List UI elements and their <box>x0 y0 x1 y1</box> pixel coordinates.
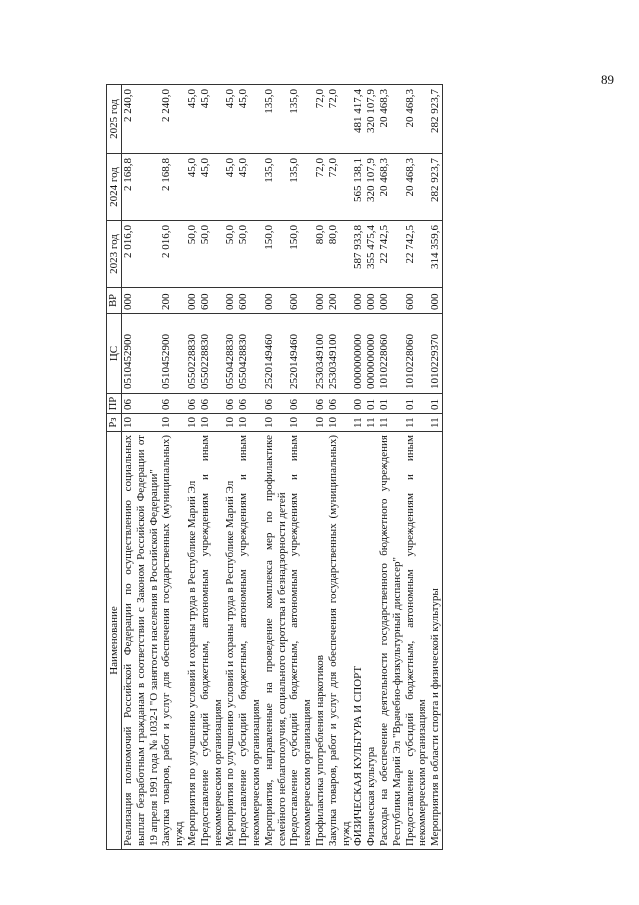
row-name: Реализация полномочий Российской Федерации по осуществлению социальных выплат безработным гражданам в соответствии с Законом Российской Федерации от 19 апреля 1991 года № 1032-I "О занятости населения в Российской Федерации" <box>122 432 161 850</box>
budget-table <box>106 84 443 850</box>
header-2024: 2024 год <box>107 154 122 221</box>
row-2023: 2 016,0 <box>160 221 186 288</box>
row-name: Предоставление субсидий бюджетным, автономным учреждениям и иным некоммерческим организациям <box>288 432 314 850</box>
table-row <box>429 85 442 850</box>
row-2023: 314 359,6 <box>429 221 442 288</box>
table-row <box>186 85 199 850</box>
row-2025: 2 240,0 <box>122 85 161 154</box>
row-2025: 282 923,7 <box>429 85 442 154</box>
row-vr: 000 <box>122 288 161 314</box>
row-2023: 50,0 <box>224 221 237 288</box>
row-rz: 10 <box>263 414 289 432</box>
row-pr: 01 <box>404 394 430 414</box>
table-row <box>378 85 404 850</box>
row-cs: 2520149460 <box>288 314 314 394</box>
row-2023: 22 742,5 <box>378 221 404 288</box>
row-cs: 0510452900 <box>122 314 161 394</box>
row-vr: 000 <box>352 288 365 314</box>
row-2023: 587 933,8 <box>352 221 365 288</box>
row-pr: 01 <box>378 394 404 414</box>
row-rz: 10 <box>224 414 237 432</box>
row-name: Предоставление субсидий бюджетным, автономным учреждениям и иным некоммерческим организациям <box>237 432 263 850</box>
row-cs: 1010228060 <box>404 314 430 394</box>
row-vr: 000 <box>378 288 404 314</box>
table-row <box>199 85 225 850</box>
row-rz: 10 <box>122 414 161 432</box>
row-rz: 10 <box>186 414 199 432</box>
header-2025: 2025 год <box>107 85 122 154</box>
row-2024: 20 468,3 <box>378 154 404 221</box>
row-pr: 06 <box>237 394 263 414</box>
row-vr: 000 <box>263 288 289 314</box>
header-pr: ПР <box>107 394 122 414</box>
row-2024: 45,0 <box>199 154 225 221</box>
row-2023: 50,0 <box>186 221 199 288</box>
row-rz: 11 <box>429 414 442 432</box>
header-vr: ВР <box>107 288 122 314</box>
row-2025: 72,0 <box>314 85 327 154</box>
row-name: Мероприятия в области спорта и физической культуры <box>429 432 442 850</box>
row-pr: 06 <box>327 394 353 414</box>
row-cs: 0550428830 <box>224 314 237 394</box>
row-2025: 45,0 <box>199 85 225 154</box>
row-pr: 06 <box>199 394 225 414</box>
row-2024: 320 107,9 <box>365 154 378 221</box>
row-rz: 10 <box>288 414 314 432</box>
row-cs: 2520149460 <box>263 314 289 394</box>
row-2023: 355 475,4 <box>365 221 378 288</box>
row-cs: 1010228060 <box>378 314 404 394</box>
rotated-budget-table-container <box>106 85 615 850</box>
table-row <box>224 85 237 850</box>
row-2025: 20 468,3 <box>404 85 430 154</box>
row-pr: 00 <box>352 394 365 414</box>
header-2023: 2023 год <box>107 221 122 288</box>
row-name: Физическая культура <box>365 432 378 850</box>
row-2024: 45,0 <box>224 154 237 221</box>
row-name: ФИЗИЧЕСКАЯ КУЛЬТУРА И СПОРТ <box>352 432 365 850</box>
row-2025: 45,0 <box>224 85 237 154</box>
row-2025: 135,0 <box>263 85 289 154</box>
row-name: Закупка товаров, работ и услуг для обеспечения государственных (муниципальных) нужд <box>160 432 186 850</box>
row-vr: 000 <box>429 288 442 314</box>
row-2025: 2 240,0 <box>160 85 186 154</box>
table-row <box>404 85 430 850</box>
row-2024: 135,0 <box>263 154 289 221</box>
row-vr: 000 <box>365 288 378 314</box>
row-rz: 11 <box>352 414 365 432</box>
row-2023: 50,0 <box>199 221 225 288</box>
row-vr: 000 <box>224 288 237 314</box>
row-2025: 135,0 <box>288 85 314 154</box>
row-2025: 320 107,9 <box>365 85 378 154</box>
row-rz: 11 <box>365 414 378 432</box>
row-rz: 10 <box>237 414 263 432</box>
header-rz: Рз <box>107 414 122 432</box>
row-cs: 0550228830 <box>199 314 225 394</box>
row-pr: 06 <box>122 394 161 414</box>
row-2023: 150,0 <box>263 221 289 288</box>
row-name: Мероприятия по улучшению условий и охраны труда в Республике Марий Эл <box>186 432 199 850</box>
page-number: 89 <box>601 72 614 87</box>
table-row <box>263 85 289 850</box>
row-2025: 45,0 <box>237 85 263 154</box>
row-rz: 10 <box>160 414 186 432</box>
row-cs: 1010229370 <box>429 314 442 394</box>
table-row <box>314 85 327 850</box>
table-row <box>160 85 186 850</box>
row-vr: 000 <box>186 288 199 314</box>
table-header-row <box>107 85 122 850</box>
header-cs: ЦС <box>107 314 122 394</box>
row-cs: 2530349100 <box>314 314 327 394</box>
row-vr: 600 <box>237 288 263 314</box>
row-2023: 80,0 <box>314 221 327 288</box>
row-pr: 06 <box>224 394 237 414</box>
row-rz: 11 <box>378 414 404 432</box>
table-row <box>352 85 365 850</box>
row-name: Закупка товаров, работ и услуг для обеспечения государственных (муниципальных) нужд <box>327 432 353 850</box>
row-vr: 600 <box>199 288 225 314</box>
row-2023: 22 742,5 <box>404 221 430 288</box>
row-2025: 72,0 <box>327 85 353 154</box>
row-name: Предоставление субсидий бюджетным, автономным учреждениям и иным некоммерческим организациям <box>199 432 225 850</box>
table-row <box>237 85 263 850</box>
row-cs: 0000000000 <box>352 314 365 394</box>
row-cs: 0550228830 <box>186 314 199 394</box>
row-pr: 06 <box>263 394 289 414</box>
row-2024: 45,0 <box>186 154 199 221</box>
row-vr: 600 <box>288 288 314 314</box>
row-2024: 565 138,1 <box>352 154 365 221</box>
row-name: Мероприятия, направленные на проведение комплекса мер по профилактике семейного неблагополучия, социального сиротства и безнадзорности детей <box>263 432 289 850</box>
row-rz: 10 <box>199 414 225 432</box>
row-2023: 150,0 <box>288 221 314 288</box>
row-pr: 06 <box>160 394 186 414</box>
table-row <box>365 85 378 850</box>
row-2024: 135,0 <box>288 154 314 221</box>
row-pr: 06 <box>186 394 199 414</box>
row-2024: 72,0 <box>327 154 353 221</box>
row-pr: 01 <box>429 394 442 414</box>
row-2024: 20 468,3 <box>404 154 430 221</box>
row-pr: 06 <box>314 394 327 414</box>
row-name: Профилактика употребления наркотиков <box>314 432 327 850</box>
row-2024: 2 168,8 <box>160 154 186 221</box>
row-vr: 600 <box>404 288 430 314</box>
row-2024: 45,0 <box>237 154 263 221</box>
table-row <box>327 85 353 850</box>
row-vr: 000 <box>314 288 327 314</box>
row-2023: 80,0 <box>327 221 353 288</box>
table-row <box>122 85 161 850</box>
row-name: Мероприятия по улучшению условий и охраны труда в Республике Марий Эл <box>224 432 237 850</box>
row-pr: 01 <box>365 394 378 414</box>
row-2024: 282 923,7 <box>429 154 442 221</box>
row-2024: 72,0 <box>314 154 327 221</box>
row-cs: 0550428830 <box>237 314 263 394</box>
row-vr: 200 <box>327 288 353 314</box>
row-name: Расходы на обеспечение деятельности государственного бюджетного учреждения Республики Марий Эл "Врачебно-физкультурный диспансер" <box>378 432 404 850</box>
header-name: Наименование <box>107 432 122 850</box>
row-2025: 20 468,3 <box>378 85 404 154</box>
row-rz: 10 <box>327 414 353 432</box>
row-2025: 481 417,4 <box>352 85 365 154</box>
row-rz: 11 <box>404 414 430 432</box>
table-row <box>288 85 314 850</box>
row-vr: 200 <box>160 288 186 314</box>
row-cs: 2530349100 <box>327 314 353 394</box>
row-rz: 10 <box>314 414 327 432</box>
row-name: Предоставление субсидий бюджетным, автономным учреждениям и иным некоммерческим организациям <box>404 432 430 850</box>
row-cs: 0510452900 <box>160 314 186 394</box>
row-2023: 50,0 <box>237 221 263 288</box>
row-pr: 06 <box>288 394 314 414</box>
row-2023: 2 016,0 <box>122 221 161 288</box>
row-cs: 0000000000 <box>365 314 378 394</box>
row-2024: 2 168,8 <box>122 154 161 221</box>
row-2025: 45,0 <box>186 85 199 154</box>
